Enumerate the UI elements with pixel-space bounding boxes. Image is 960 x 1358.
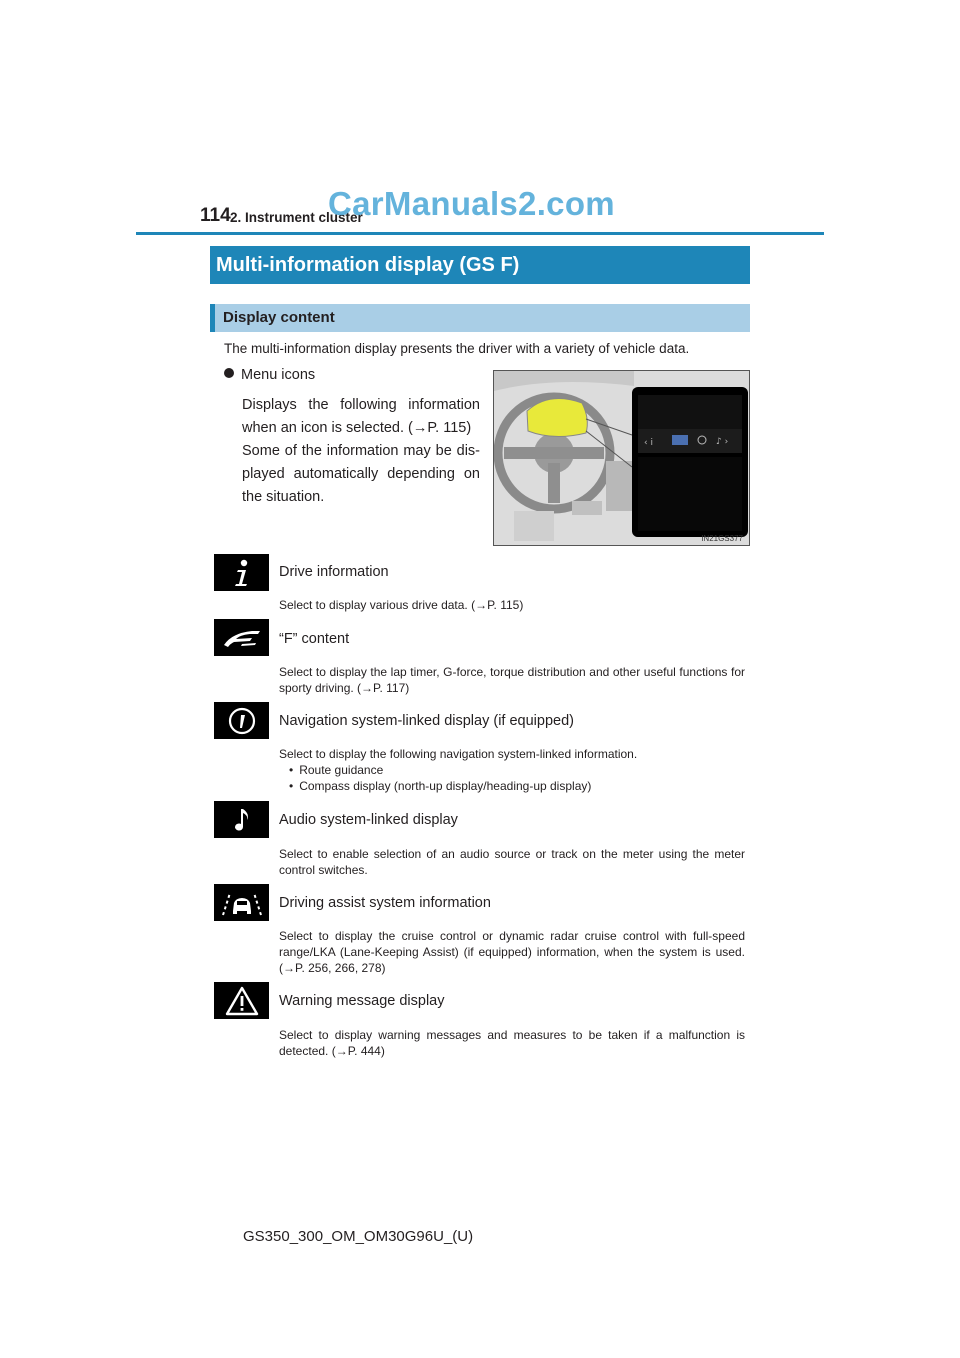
f-content-icon-box [214,619,269,656]
footer-code: GS350_300_OM_OM30G96U_(U) [243,1228,474,1245]
figure-code: IN21GS377 [701,534,743,543]
header-rule [136,232,824,235]
intro-text: The multi-information display presents the driver with a variety of vehicle data. [224,341,690,356]
section-label: 2. Instrument cluster [230,210,363,225]
navigation-desc-text: Select to display the following navigation system-linked information. [279,747,638,761]
menu-description: Displays the following information when an icon is selected. (→P. 115) [242,397,480,436]
bullet-dot-icon [224,368,234,378]
drive-info-icon-box [214,554,269,591]
f-content-desc: Select to display the lap timer, G-force, torque distribution and other useful functions for sporty driving. (→P. 117) [279,665,745,695]
navigation-icon [227,706,257,736]
menu-note: Some of the information may be dis-played automatically depending on the situation. [242,443,480,505]
driving-assist-desc: Select to display the cruise control or dynamic radar cruise control with full-speed range/LKA (Lane-Keeping Assist) (if equipped) information, when the system is used. (→P. 256, 266, 278) [279,929,745,975]
dashboard-figure [493,370,750,546]
info-icon [227,558,257,588]
driving-assist-title: Driving assist system information [279,895,491,911]
page-number: 114 [200,205,231,226]
warning-desc: Select to display warning messages and measures to be taken if a malfunction is detected. (→P. 444) [279,1028,745,1058]
svg-text:‹ i: ‹ i [644,438,653,448]
f-content-title: “F” content [279,631,350,647]
watermark: CarManuals2.com [328,185,615,222]
menu-icons-bullet [224,367,315,383]
svg-text:♪ ›: ♪ › [716,437,729,447]
audio-icon-box [214,801,269,838]
subitem-compass-display: • Compass display (north-up display/heading-up display) [279,778,745,794]
warning-icon-box [214,982,269,1019]
menu-icons-label: Menu icons [241,367,316,383]
drive-info-desc: Select to display various drive data. (→P. 115) [279,598,524,612]
page-title: Multi-information display (GS F) [210,246,750,284]
audio-desc: Select to enable selection of an audio source or track on the meter using the meter control switches. [279,847,745,877]
drive-info-title: Drive information [279,564,389,580]
driving-assist-icon [220,889,264,917]
navigation-desc [279,746,745,794]
music-note-icon [230,806,254,834]
driving-assist-icon-box [214,884,269,921]
warning-icon [225,986,259,1016]
warning-title: Warning message display [279,993,445,1009]
subitem-route-guidance: • Route guidance [279,762,745,778]
navigation-title: Navigation system-linked display (if equipped) [279,713,574,729]
f-content-icon [222,627,262,649]
audio-title: Audio system-linked display [279,812,458,828]
section-subtitle: Display content [210,304,750,332]
navigation-icon-box [214,702,269,739]
dashboard-illustration [494,371,750,546]
